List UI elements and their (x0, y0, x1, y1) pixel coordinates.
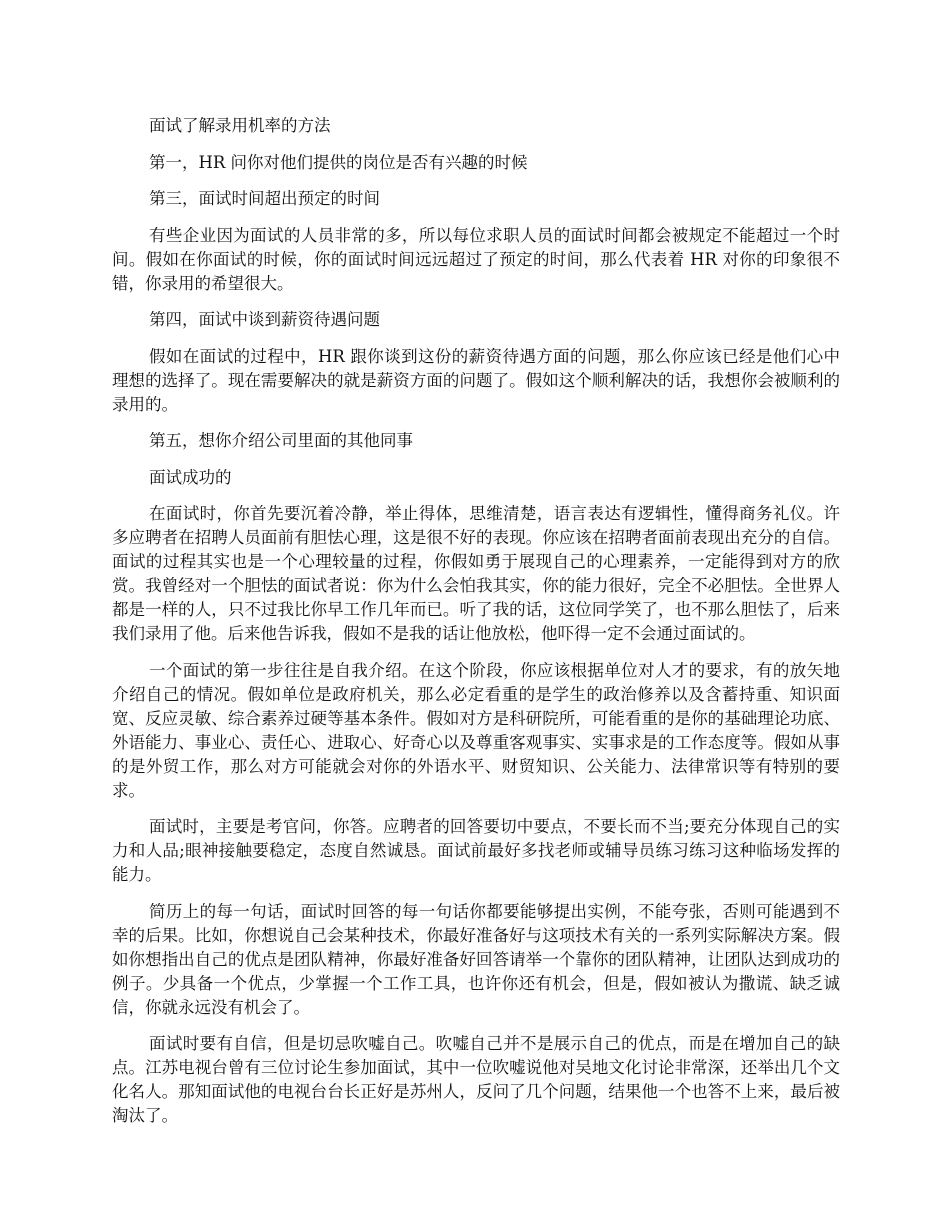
section-heading: 面试成功的 (149, 467, 232, 487)
section-heading: 第五，想你介绍公司里面的其他同事 (149, 431, 413, 450)
body-paragraph: 面试时，主要是考官问，你答。应聘者的回答要切中要点，不要长而不当;要充分体现自己的实力和人品;眼神接触要稳定，态度自然诚恳。面试前最好多找老师或辅导员练习练习这种临场发挥的能力。 (112, 817, 840, 884)
body-paragraph: 在面试时，你首先要沉着冷静，举止得体，思维清楚，语言表达有逻辑性，懂得商务礼仪。许多应聘者在招聘人员面前有胆怯心理，这是很不好的表现。你应该在招聘者面前表现出充分的自信。面试的过程其实也是一个心理较量的过程，你假如勇于展现自己的心理素养，一定能得到对方的欣赏。我曾经对一个胆怯的面试者说：你为什么会怕我其实，你的能力很好，完全不必胆怯。全世界人都是一样的人，只不过我比你早工作几年而已。听了我的话，这位同学笑了，也不那么胆怯了，后来我们录用了他。后来他告诉我，假如不是我的话让他放松，他吓得一定不会通过面试的。 (112, 504, 840, 643)
body-paragraph: 一个面试的第一步往往是自我介绍。在这个阶段，你应该根据单位对人才的要求，有的放矢地介绍自己的情况。假如单位是政府机关，那么必定看重的是学生的政治修养以及含蓄持重、知识面宽、反应灵敏、综合素养过硬等基本条件。假如对方是科研院所，可能看重的是你的基础理论功底、外语能力、事业心、责任心、进取心、好奇心以及尊重客观事实、实事求是的工作态度等。假如从事的是外贸工作，那么对方可能就会对你的外语水平、财贸知识、公关能力、法律常识等有特别的要求。 (112, 660, 840, 800)
document-body (112, 114, 840, 1141)
section-heading: 第一，HR 问你对他们提供的岗位是否有兴趣的时候 (149, 152, 528, 172)
doc-title: 面试了解录用机率的方法 (149, 116, 331, 135)
section-heading: 第三，面试时间超出预定的时间 (149, 189, 380, 208)
body-paragraph: 面试时要有自信，但是切忌吹嘘自己。吹嘘自己并不是展示自己的优点，而是在增加自己的缺点。江苏电视台曾有三位讨论生参加面试，其中一位吹嘘说他对吴地文化讨论非常深，还举出几个文化名人。那知面试他的电视台台长正好是苏州人，反问了几个问题，结果他一个也答不上来，最后被淘汰了。 (112, 1034, 840, 1125)
body-paragraph: 有些企业因为面试的人员非常的多，所以每位求职人员的面试时间都会被规定不能超过一个时间。假如在你面试的时候，你的面试时间远远超过了预定的时间，那么代表着 HR 对你的印象很不错，你录用的希望很大。 (112, 225, 840, 293)
section-heading: 第四，面试中谈到薪资待遇问题 (149, 310, 380, 329)
body-paragraph: 简历上的每一句话，面试时回答的每一句话你都要能够提出实例，不能夸张，否则可能遇到不幸的后果。比如，你想说自己会某种技术，你最好准备好与这项技术有关的一系列实际解决方案。假如你想指出自己的优点是团队精神，你最好准备好回答请举一个靠你的团队精神，让团队达到成功的例子。少具备一个优点，少掌握一个工作工具，也许你还有机会，但是，假如被认为撒谎、缺乏诚信，你就永远没有机会了。 (112, 901, 840, 1017)
body-paragraph: 假如在面试的过程中，HR 跟你谈到这份的薪资待遇方面的问题，那么你应该已经是他们心中理想的选择了。现在需要解决的就是薪资方面的问题了。假如这个顺利解决的话，我想你会被顺利的录用的。 (112, 346, 840, 414)
